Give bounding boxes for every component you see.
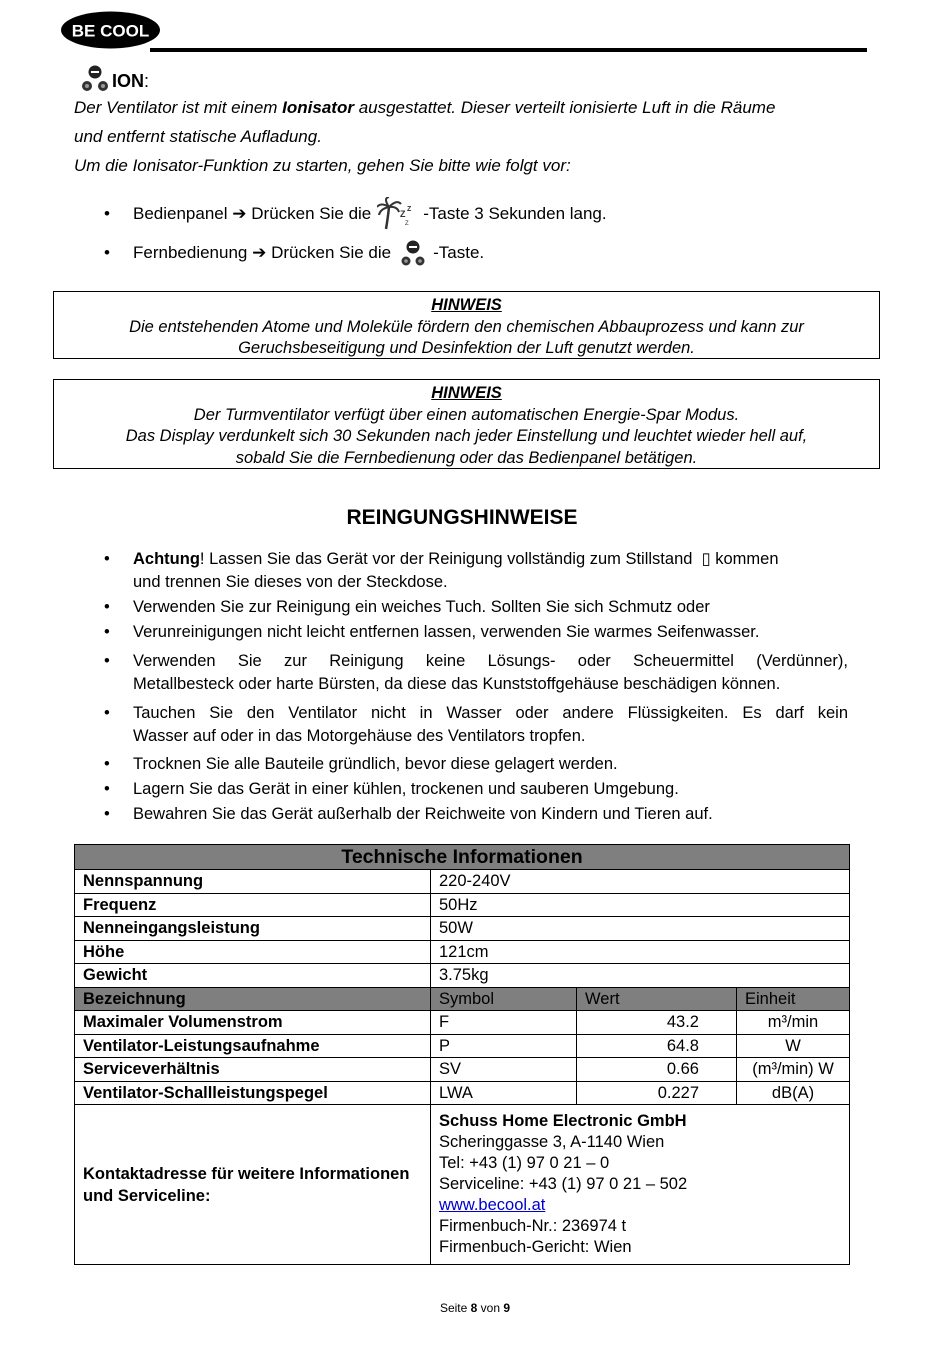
- item-text: und trennen Sie dieses von der Steckdose.: [133, 573, 448, 591]
- item-text: Bewahren Sie das Gerät außerhalb der Reichweite von Kindern und Tieren auf.: [133, 805, 713, 823]
- svg-text:Z: Z: [407, 206, 412, 213]
- warning-label: Achtung: [133, 550, 200, 568]
- contact-label-line: Kontaktadresse für weitere Informationen: [83, 1164, 410, 1183]
- footer-text: Seite: [439, 1301, 471, 1315]
- table-row: [75, 917, 850, 941]
- item-text: Wasser auf oder in das Motorgehäuse des Ventilators tropfen.: [133, 727, 586, 745]
- spec-unit: dB(A): [737, 1081, 850, 1105]
- table-row: [75, 1058, 850, 1082]
- register-court: Firmenbuch-Gericht: Wien: [439, 1238, 632, 1256]
- bullet: •: [104, 598, 110, 616]
- cleaning-item: [104, 803, 848, 826]
- column-header: Wert: [577, 987, 737, 1011]
- table-row: [75, 1011, 850, 1035]
- bullet: •: [104, 550, 110, 568]
- ion-button-icon: [80, 64, 110, 92]
- cleaning-title: REINGUNGSHINWEISE: [346, 506, 578, 529]
- notice-box-energy-saving: [53, 379, 880, 469]
- palm-button-icon: [377, 197, 417, 231]
- item-text: ! Lassen Sie das Gerät vor der Reinigung vollständig zum Stillstand ▯ kommen: [199, 550, 779, 568]
- register-number: Firmenbuch-Nr.: 236974 t: [439, 1217, 627, 1235]
- contact-details: [431, 1105, 850, 1265]
- notice-line: Geruchsbeseitigung und Desinfektion der Luft genutzt werden.: [238, 339, 695, 357]
- intro-text: Der Ventilator ist mit einem: [74, 98, 283, 117]
- step2-remote: Fernbedienung: [133, 243, 248, 262]
- item-text: Trocknen Sie alle Bauteile gründlich, bevor diese gelagert werden.: [133, 755, 618, 773]
- spec-label: Serviceverhältnis: [75, 1058, 431, 1082]
- intro-line-2: und entfernt statische Aufladung.: [74, 127, 322, 146]
- table-header-row: [75, 987, 850, 1011]
- item-text: Verunreinigungen nicht leicht entfernen lassen, verwenden Sie warmes Seifenwasser.: [133, 623, 760, 641]
- ion-intro: [74, 93, 775, 180]
- bullet: •: [104, 780, 110, 798]
- footer-text: von: [477, 1301, 504, 1315]
- company-name: Schuss Home Electronic GmbH: [439, 1112, 687, 1130]
- intro-text-end: ausgestattet. Dieser verteilt ionisierte Luft in die Räume: [353, 98, 776, 117]
- table-title: Technische Informationen: [75, 845, 850, 870]
- spec-value: 0.66: [577, 1058, 737, 1082]
- notice-line: sobald Sie die Fernbedienung oder das Bedienpanel betätigen.: [235, 448, 698, 467]
- step1-panel: Bedienpanel: [133, 204, 228, 223]
- column-header: Einheit: [737, 987, 850, 1011]
- intro-line-3: Um die Ionisator-Funktion zu starten, gehen Sie bitte wie folgt vor:: [74, 156, 571, 175]
- svg-text:Z: Z: [405, 221, 409, 227]
- spec-label: Nennspannung: [75, 870, 431, 894]
- bullet: •: [104, 623, 110, 641]
- table-row: [75, 1081, 850, 1105]
- step1-suffix: -Taste 3 Sekunden lang.: [423, 204, 607, 223]
- table-row: [75, 893, 850, 917]
- ion-step-panel: [104, 196, 607, 232]
- be-cool-logo: [60, 10, 161, 50]
- service-line: Serviceline: +43 (1) 97 0 21 – 502: [439, 1175, 688, 1193]
- bullet: •: [104, 755, 110, 773]
- company-address: Scheringgasse 3, A-1140 Wien: [439, 1133, 665, 1151]
- column-header: Symbol: [431, 987, 577, 1011]
- spec-label: Maximaler Volumenstrom: [75, 1011, 431, 1035]
- technical-info-table: [74, 844, 850, 1265]
- table-row: [75, 964, 850, 988]
- spec-value: 121cm: [431, 940, 850, 964]
- item-text: Tauchen Sie den Ventilator nicht in Wasser oder andere Flüssigkeiten. Es darf kein: [133, 704, 848, 722]
- cleaning-item: [104, 621, 848, 644]
- cleaning-item: [104, 753, 848, 776]
- item-text: Metallbesteck oder harte Bürsten, da diese das Kunststoffgehäuse beschädigen können.: [133, 675, 781, 693]
- table-row: [75, 1034, 850, 1058]
- bullet: •: [104, 243, 110, 262]
- spec-value: 50W: [431, 917, 850, 941]
- item-text: Verwenden Sie zur Reinigung ein weiches Tuch. Sollten Sie sich Schmutz oder: [133, 598, 710, 616]
- spec-label: Ventilator-Leistungsaufnahme: [75, 1034, 431, 1058]
- spec-value: 43.2: [577, 1011, 737, 1035]
- header-rule: [150, 48, 867, 52]
- spec-label: Nenneingangsleistung: [75, 917, 431, 941]
- spec-symbol: LWA: [431, 1081, 577, 1105]
- arrow-right-icon: ➔: [232, 204, 247, 223]
- spec-unit: W: [737, 1034, 850, 1058]
- bullet: •: [104, 652, 110, 670]
- spec-label: Frequenz: [75, 893, 431, 917]
- ion-title: ION: [112, 71, 145, 91]
- cleaning-item: [104, 650, 848, 696]
- contact-label-line: und Serviceline:: [83, 1186, 211, 1205]
- table-row: [75, 870, 850, 894]
- notice-line: Die entstehenden Atome und Moleküle fördern den chemischen Abbauprozess und kann zur: [129, 317, 804, 336]
- bullet: •: [104, 704, 110, 722]
- spec-value: 220-240V: [431, 870, 850, 894]
- page-total: 9: [503, 1301, 511, 1315]
- notice-title: HINWEIS: [431, 384, 502, 402]
- spec-value: 3.75kg: [431, 964, 850, 988]
- contact-label: [75, 1105, 431, 1265]
- spec-unit: (m³/min) W: [737, 1058, 850, 1082]
- ion-button-icon: [399, 238, 429, 268]
- spec-label: Höhe: [75, 940, 431, 964]
- spec-value: 0.227: [577, 1081, 737, 1105]
- ion-colon: :: [144, 71, 150, 91]
- item-text: Verwenden Sie zur Reinigung keine Lösungs- oder Scheuermittel (Verdünner),: [133, 652, 848, 670]
- step2-suffix: -Taste.: [433, 243, 485, 262]
- logo-text: BE COOL: [71, 21, 150, 41]
- spec-symbol: F: [431, 1011, 577, 1035]
- spec-value: 50Hz: [431, 893, 850, 917]
- table-row: [75, 940, 850, 964]
- page-footer: [0, 1301, 950, 1315]
- spec-symbol: P: [431, 1034, 577, 1058]
- notice-line: Der Turmventilator verfügt über einen automatischen Energie-Spar Modus.: [193, 405, 740, 424]
- table-title-row: [75, 845, 850, 870]
- notice-title: HINWEIS: [431, 296, 502, 314]
- bullet: •: [104, 805, 110, 823]
- contact-row: [75, 1105, 850, 1265]
- cleaning-item: [104, 702, 848, 748]
- notice-box-ionizer: [53, 291, 880, 359]
- ion-step-remote: [104, 236, 485, 270]
- page-number: 8: [470, 1301, 478, 1315]
- spec-unit: m³/min: [737, 1011, 850, 1035]
- svg-text:Z: Z: [400, 209, 406, 219]
- website-link[interactable]: www.becool.at: [439, 1196, 546, 1214]
- column-header: Bezeichnung: [75, 987, 431, 1011]
- cleaning-item: [104, 778, 848, 801]
- company-phone: Tel: +43 (1) 97 0 21 – 0: [439, 1154, 610, 1172]
- cleaning-item: [104, 548, 848, 594]
- spec-label: Ventilator-Schallleistungspegel: [75, 1081, 431, 1105]
- step2-instruction: Drücken Sie die: [271, 243, 392, 262]
- notice-line: Das Display verdunkelt sich 30 Sekunden nach jeder Einstellung und leuchtet wieder hell auf,: [125, 427, 808, 445]
- step1-instruction: Drücken Sie die: [251, 204, 372, 223]
- item-text: Lagern Sie das Gerät in einer kühlen, trockenen und sauberen Umgebung.: [133, 780, 679, 798]
- spec-symbol: SV: [431, 1058, 577, 1082]
- cleaning-item: [104, 596, 848, 619]
- arrow-right-icon: ➔: [252, 243, 267, 262]
- intro-bold: Ionisator: [282, 98, 354, 117]
- spec-label: Gewicht: [75, 964, 431, 988]
- ion-heading: [80, 64, 149, 92]
- bullet: •: [104, 204, 110, 223]
- spec-value: 64.8: [577, 1034, 737, 1058]
